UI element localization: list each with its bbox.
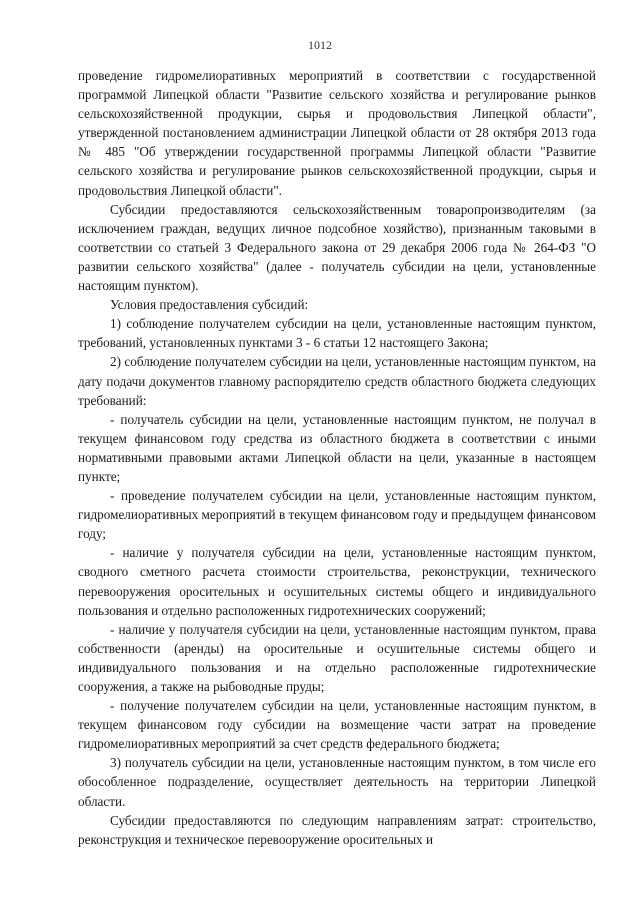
- paragraph: 1) соблюдение получателем субсидии на цели, установленные настоящим пунктом, требований, установленных пунктами 3 - 6 статьи 12 настоящего Закона;: [78, 316, 596, 351]
- paragraph: - проведение получателем субсидии на цели, установленные настоящим пунктом, гидромелиоративных мероприятий в текущем финансовом году и предыдущем финансовом году;: [78, 488, 596, 542]
- paragraph: Субсидии предоставляются сельскохозяйственным товаропроизводителям (за исключением граждан, ведущих личное подсобное хозяйство), признанным таковыми в соответствии со статьей 3 Федерального закона от 29 декабря 2006 года № 264-ФЗ "О развитии сельского хозяйства" (далее - получатель субсидии на цели, установленные настоящим пунктом).: [78, 201, 596, 294]
- paragraph: - получатель субсидии на цели, установленные настоящим пунктом, не получал в текущем финансовом году средства из областного бюджета в соответствии с иными нормативными правовыми актами Липецкой области на цели, указанные в настоящем пункте;: [78, 411, 596, 484]
- paragraph: - наличие у получателя субсидии на цели, установленные настоящим пунктом, права собственности (аренды) на оросительные и осушительные системы общего и индивидуального пользования и на отдельно расположенные гидротехнические сооружения, а также на рыбоводные пруды;: [78, 621, 596, 694]
- paragraph: - наличие у получателя субсидии на цели, установленные настоящим пунктом, сводного сметного расчета стоимости строительства, реконструкции, технического перевооружения оросительных и осушительных системы общего и индивидуального пользования и отдельно расположенных гидротехнических сооружений;: [78, 545, 596, 618]
- paragraph: Субсидии предоставляются по следующим направлениям затрат: строительство, реконструкция и техническое перевооружение оросительных и: [78, 812, 596, 847]
- paragraph: 2) соблюдение получателем субсидии на цели, установленные настоящим пунктом, на дату подачи документов главному распорядителю средств областного бюджета следующих требований:: [78, 354, 596, 408]
- document-body: [78, 66, 596, 849]
- paragraph: Условия предоставления субсидий:: [110, 297, 309, 313]
- paragraph: проведение гидромелиоративных мероприятий в соответствии с государственной программой Липецкой области "Развитие сельского хозяйства и регулирование рынков сельскохозяйственной продукции, сырья и продовольствия Липецкой области", утвержденной постановлением администрации Липецкой области от 28 октября 2013 года № 485 "Об утверждении государственной программы Липецкой области "Развитие сельского хозяйства и регулирование рынков сельскохозяйственной продукции, сырья и продовольствия Липецкой области".: [78, 68, 596, 198]
- paragraph: - получение получателем субсидии на цели, установленные настоящим пунктом, в текущем финансовом году субсидии на возмещение части затрат на проведение гидромелиоративных мероприятий за счет средств федерального бюджета;: [78, 698, 596, 752]
- paragraph: 3) получатель субсидии на цели, установленные настоящим пунктом, в том числе его обособленное подразделение, осуществляет деятельность на территории Липецкой области.: [78, 755, 596, 809]
- page-number: 1012: [308, 38, 332, 52]
